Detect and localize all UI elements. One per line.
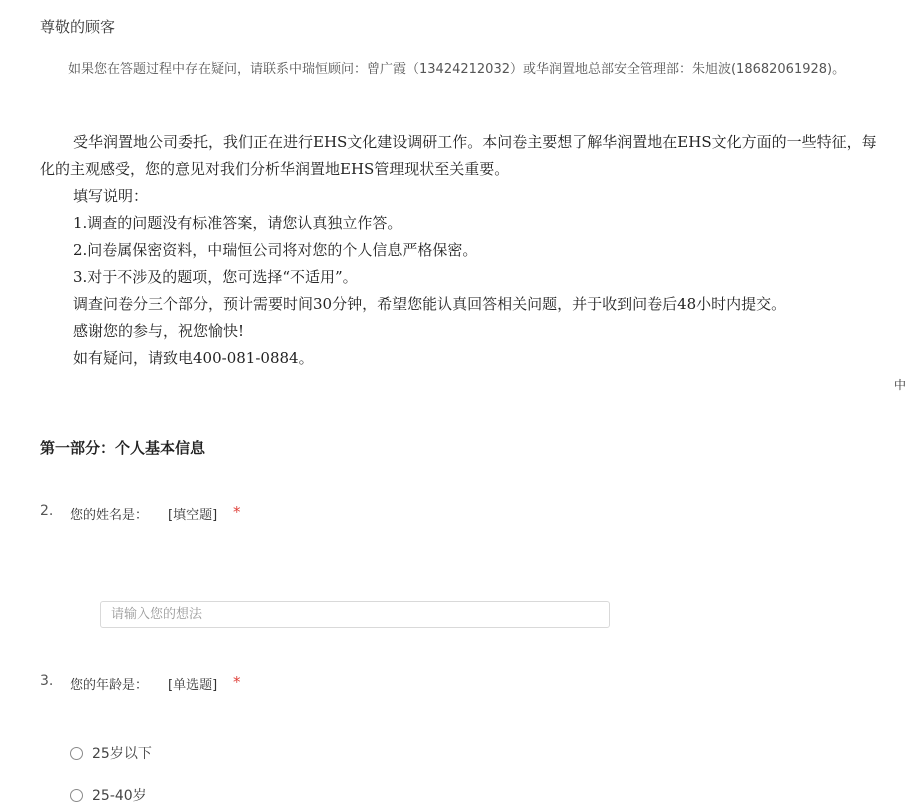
survey-duration-note: 调查问卷分三个部分，预计需要时间30分钟，希望您能认真回答相关问题，并于收到问卷后48小时内提交。	[73, 295, 787, 313]
age-option-under-25[interactable]	[70, 743, 152, 763]
option-label: 25岁以下	[92, 746, 152, 762]
question-text: 您的姓名是：	[70, 508, 149, 523]
radio-button[interactable]	[70, 747, 83, 760]
question-number: 2.	[40, 503, 54, 519]
question-type-label: [单选题]	[168, 678, 218, 693]
required-mark: *	[233, 503, 241, 521]
instruction-item-3: 3.对于不涉及的题项，您可选择“不适用”。	[73, 268, 358, 286]
greeting-title: 尊敬的顾客	[40, 18, 116, 36]
instruction-item-2: 2.问卷属保密资料，中瑞恒公司将对您的个人信息严格保密。	[73, 241, 478, 259]
thanks-note: 感谢您的参与，祝您愉快!	[73, 322, 245, 340]
intro-line-2: 化的主观感受，您的意见对我们分析华润置地EHS管理现状至关重要。	[40, 160, 510, 178]
instruction-item-1: 1.调查的问题没有标准答案，请您认真独立作答。	[73, 214, 403, 232]
option-label: 25-40岁	[92, 788, 147, 804]
contact-note: 如果您在答题过程中存在疑问，请联系中瑞恒顾问：曾广霞（13424212032）或华润置地总部安全管理部：朱旭波(18682061928)。	[68, 62, 846, 77]
question-number: 3.	[40, 673, 54, 689]
instructions-title: 填写说明：	[73, 187, 149, 205]
age-option-25-40[interactable]	[70, 785, 147, 805]
question-type-label: [填空题]	[168, 508, 218, 523]
required-mark: *	[233, 673, 241, 691]
hotline-note: 如有疑问，请致电400-081-0884。	[73, 349, 314, 367]
question-text: 您的年龄是：	[70, 678, 149, 693]
intro-line-1: 受华润置地公司委托，我们正在进行EHS文化建设调研工作。本问卷主要想了解华润置地在EHS文化方面的一些特征，每	[73, 133, 877, 151]
radio-button[interactable]	[70, 789, 83, 802]
edge-text-fragment: 中	[894, 378, 906, 392]
name-input[interactable]	[100, 601, 610, 628]
section-title: 第一部分：个人基本信息	[40, 439, 206, 457]
